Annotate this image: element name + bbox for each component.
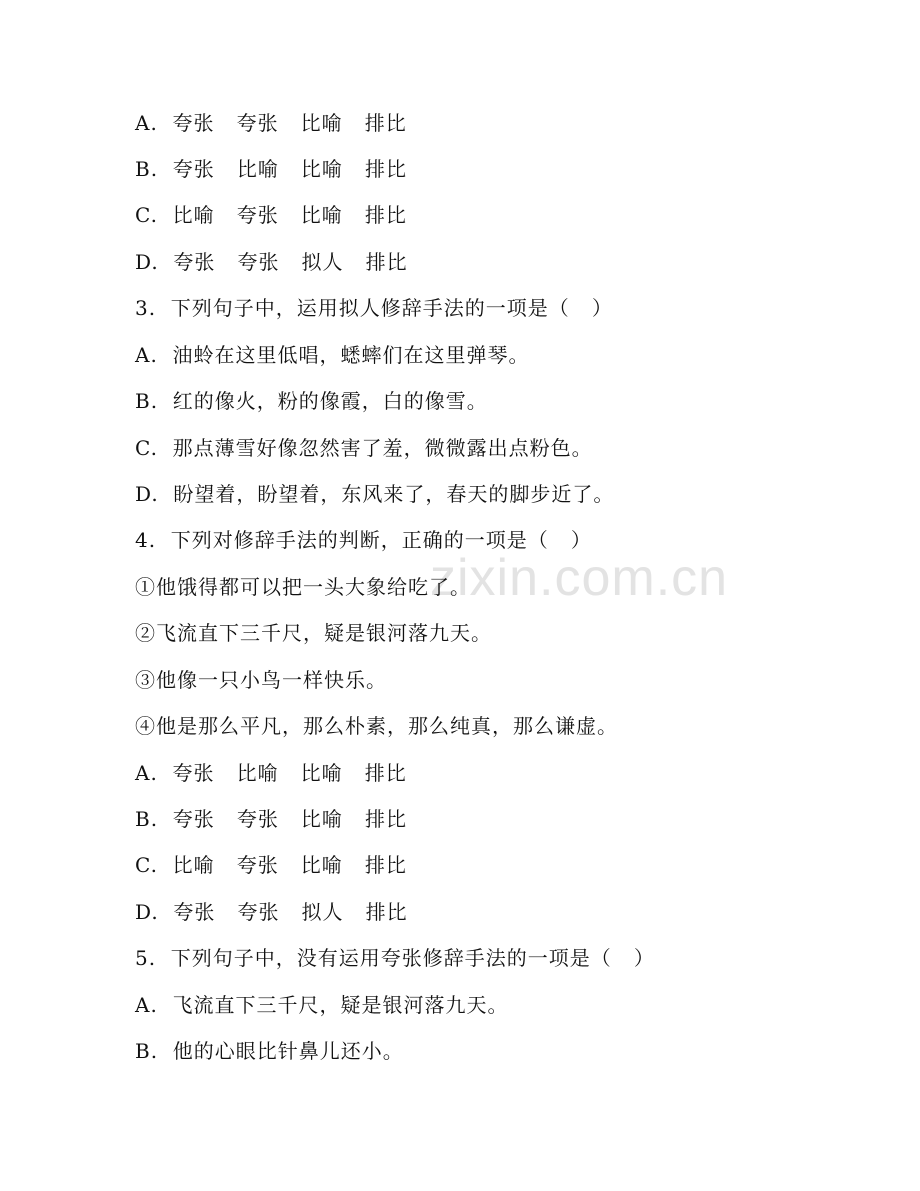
option-a-q4: A. 夸张 比喻 比喻 排比 xyxy=(135,761,407,785)
option-d-q4: D. 夸张 夸张 拟人 排比 xyxy=(135,900,408,924)
watermark: zixin.com.cn xyxy=(430,549,729,607)
option-b-q3: B. 红的像火，粉的像霞，白的像雪。 xyxy=(135,389,488,413)
question-3: 3. 下列句子中，运用拟人修辞手法的一项是（ ） xyxy=(135,296,613,320)
question-4: 4. 下列对修辞手法的判断，正确的一项是（ ） xyxy=(135,528,592,552)
option-a-q5: A. 飞流直下三千尺，疑是银河落九天。 xyxy=(135,993,509,1017)
option-b-q5: B. 他的心眼比针鼻儿还小。 xyxy=(135,1039,404,1063)
option-c-q4: C. 比喻 夸张 比喻 排比 xyxy=(135,853,407,877)
option-c-q2: C. 比喻 夸张 比喻 排比 xyxy=(135,203,407,227)
sentence-2: ②飞流直下三千尺，疑是银河落九天。 xyxy=(135,621,492,645)
question-5: 5. 下列句子中，没有运用夸张修辞手法的一项是（ ） xyxy=(135,946,655,970)
option-d-q2: D. 夸张 夸张 拟人 排比 xyxy=(135,250,408,274)
option-c-q3: C. 那点薄雪好像忽然害了羞，微微露出点粉色。 xyxy=(135,436,593,460)
sentence-3: ③他像一只小鸟一样快乐。 xyxy=(135,668,387,692)
option-b-q4: B. 夸张 夸张 比喻 排比 xyxy=(135,807,407,831)
option-d-q3: D. 盼望着，盼望着，东风来了，春天的脚步近了。 xyxy=(135,482,615,506)
sentence-1: ①他饿得都可以把一头大象给吃了。 xyxy=(135,575,471,599)
sentence-4: ④他是那么平凡，那么朴素，那么纯真，那么谦虚。 xyxy=(135,714,618,738)
option-a-q3: A. 油蛉在这里低唱，蟋蟀们在这里弹琴。 xyxy=(135,343,530,367)
option-b-q2: B. 夸张 比喻 比喻 排比 xyxy=(135,157,407,181)
option-a-q2: A. 夸张 夸张 比喻 排比 xyxy=(135,111,407,135)
